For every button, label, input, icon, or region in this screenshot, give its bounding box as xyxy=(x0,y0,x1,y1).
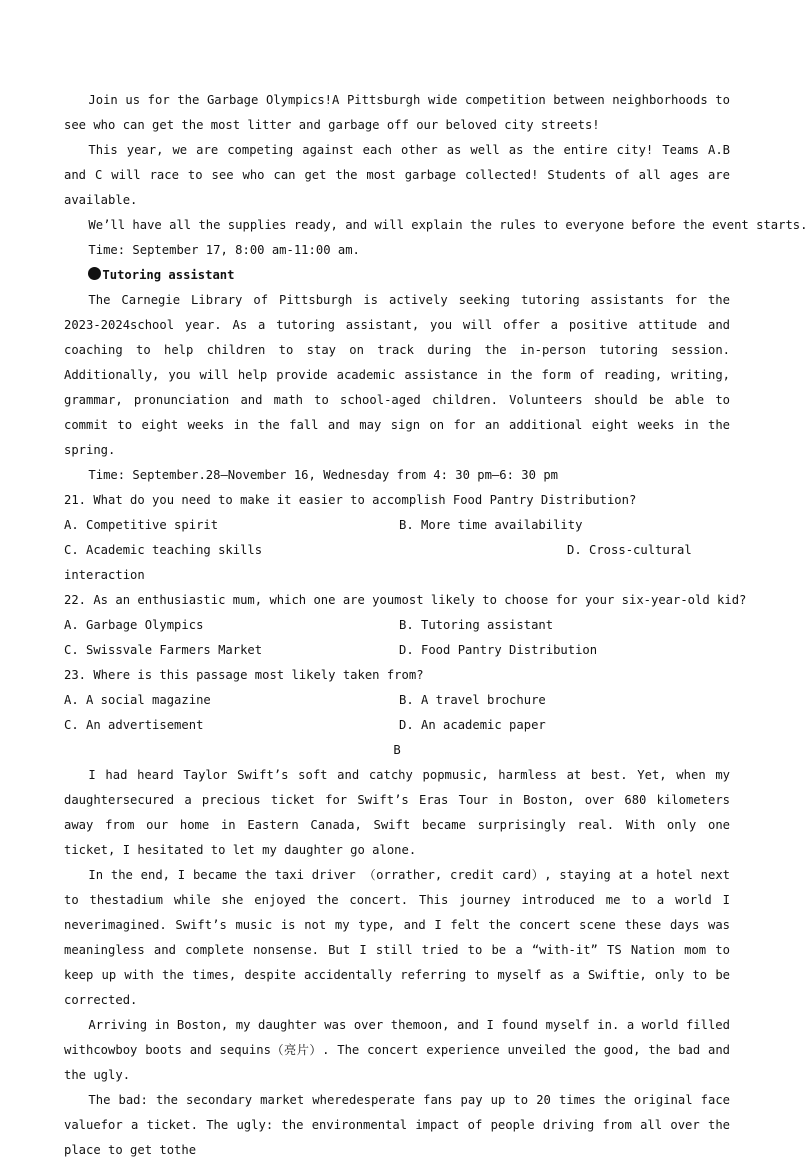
question-21-options-row1 xyxy=(64,513,730,538)
question-22-option-a: A. Garbage Olympics xyxy=(64,618,204,632)
question-22-option-d: D. Food Pantry Distribution xyxy=(399,643,598,657)
question-21-stem: 21. What do you need to make it easier to accomplish Food Pantry Distribution? xyxy=(64,493,637,507)
bullet-icon xyxy=(88,267,101,280)
section-b-paragraph-2: In the end, I became the taxi driver （orrather, credit card）, staying at a hotel next to thestadium while she enjoyed the concert. This journey introduced me to a world I neverimagined. Swift’s music is not my type, and I felt the concert scene these days was meaningless and complete nonsense. But I still tried to be a “with-it” TS Nation mom to keep up with the times, despite accidentally referring to myself as a Swiftie, only to be corrected. xyxy=(64,868,730,1007)
tutoring-heading-text: Tutoring assistant xyxy=(102,268,235,282)
garbage-olympics-time: Time: September 17, 8:00 am-11:00 am. xyxy=(88,243,360,257)
question-23-options-row1 xyxy=(64,688,730,713)
question-22-options-row2 xyxy=(64,638,730,663)
section-b-paragraph-1: I had heard Taylor Swift’s soft and catchy popmusic, harmless at best. Yet, when my daughtersecured a precious ticket for Swift’s Eras Tour in Boston, over 680 kilometers away from our home in Eastern Canada, Swift became surprisingly real. With only one ticket, I hesitated to let my daughter go alone. xyxy=(64,768,730,857)
question-21-options-row2 xyxy=(64,538,730,563)
tutoring-description: The Carnegie Library of Pittsburgh is actively seeking tutoring assistants for the 2023-2024school year. As a tutoring assistant, you will offer a positive attitude and coaching to help children to stay on track during the in-person tutoring session. Additionally, you will help provide academic assistance in the form of reading, writing, grammar, pronunciation and math to school-aged children. Volunteers should be able to commit to eight weeks in the fall and may sign on for an additional eight weeks in the spring. xyxy=(64,293,730,457)
question-21-option-c: C. Academic teaching skills xyxy=(64,543,263,557)
tutoring-heading xyxy=(64,263,730,288)
question-21-option-d-continued: interaction xyxy=(64,568,145,582)
garbage-olympics-intro: Join us for the Garbage Olympics!A Pittsburgh wide competition between neighborhoods to see who can get the most litter and garbage off our beloved city streets! xyxy=(64,93,730,132)
section-b-label: B xyxy=(393,743,401,757)
question-23-option-a: A. A social magazine xyxy=(64,693,211,707)
question-21-option-a: A. Competitive spirit xyxy=(64,518,219,532)
tutoring-time: Time: September.28—November 16, Wednesday from 4: 30 pm—6: 30 pm xyxy=(88,468,558,482)
question-22-option-c: C. Swissvale Farmers Market xyxy=(64,643,263,657)
question-22-option-b: B. Tutoring assistant xyxy=(399,618,554,632)
question-22-stem: 22. As an enthusiastic mum, which one are youmost likely to choose for your six-year-old kid? xyxy=(64,593,747,607)
question-23-option-d: D. An academic paper xyxy=(399,718,546,732)
section-b-paragraph-4: The bad: the secondary market wheredesperate fans pay up to 20 times the original face valuefor a ticket. The ugly: the environmental impact of people driving from all over the place to get tothe xyxy=(64,1093,730,1157)
question-21-option-d: D. Cross-cultural xyxy=(567,543,692,557)
section-b-paragraph-3: Arriving in Boston, my daughter was over themoon, and I found myself in. a world filled withcowboy boots and sequins（亮片）. The concert experience unveiled the good, the bad and the ugly. xyxy=(64,1018,730,1082)
question-21-option-b: B. More time availability xyxy=(399,518,583,532)
question-22-options-row1 xyxy=(64,613,730,638)
question-23-options-row2 xyxy=(64,713,730,738)
question-23-stem: 23. Where is this passage most likely taken from? xyxy=(64,668,424,682)
question-23-option-c: C. An advertisement xyxy=(64,718,204,732)
garbage-olympics-supplies: We’ll have all the supplies ready, and will explain the rules to everyone before the event starts. xyxy=(88,218,807,232)
document-page xyxy=(64,88,807,1163)
garbage-olympics-teams: This year, we are competing against each other as well as the entire city! Teams A.B and C will race to see who can get the most garbage collected! Students of all ages are available. xyxy=(64,143,730,207)
question-23-option-b: B. A travel brochure xyxy=(399,693,546,707)
